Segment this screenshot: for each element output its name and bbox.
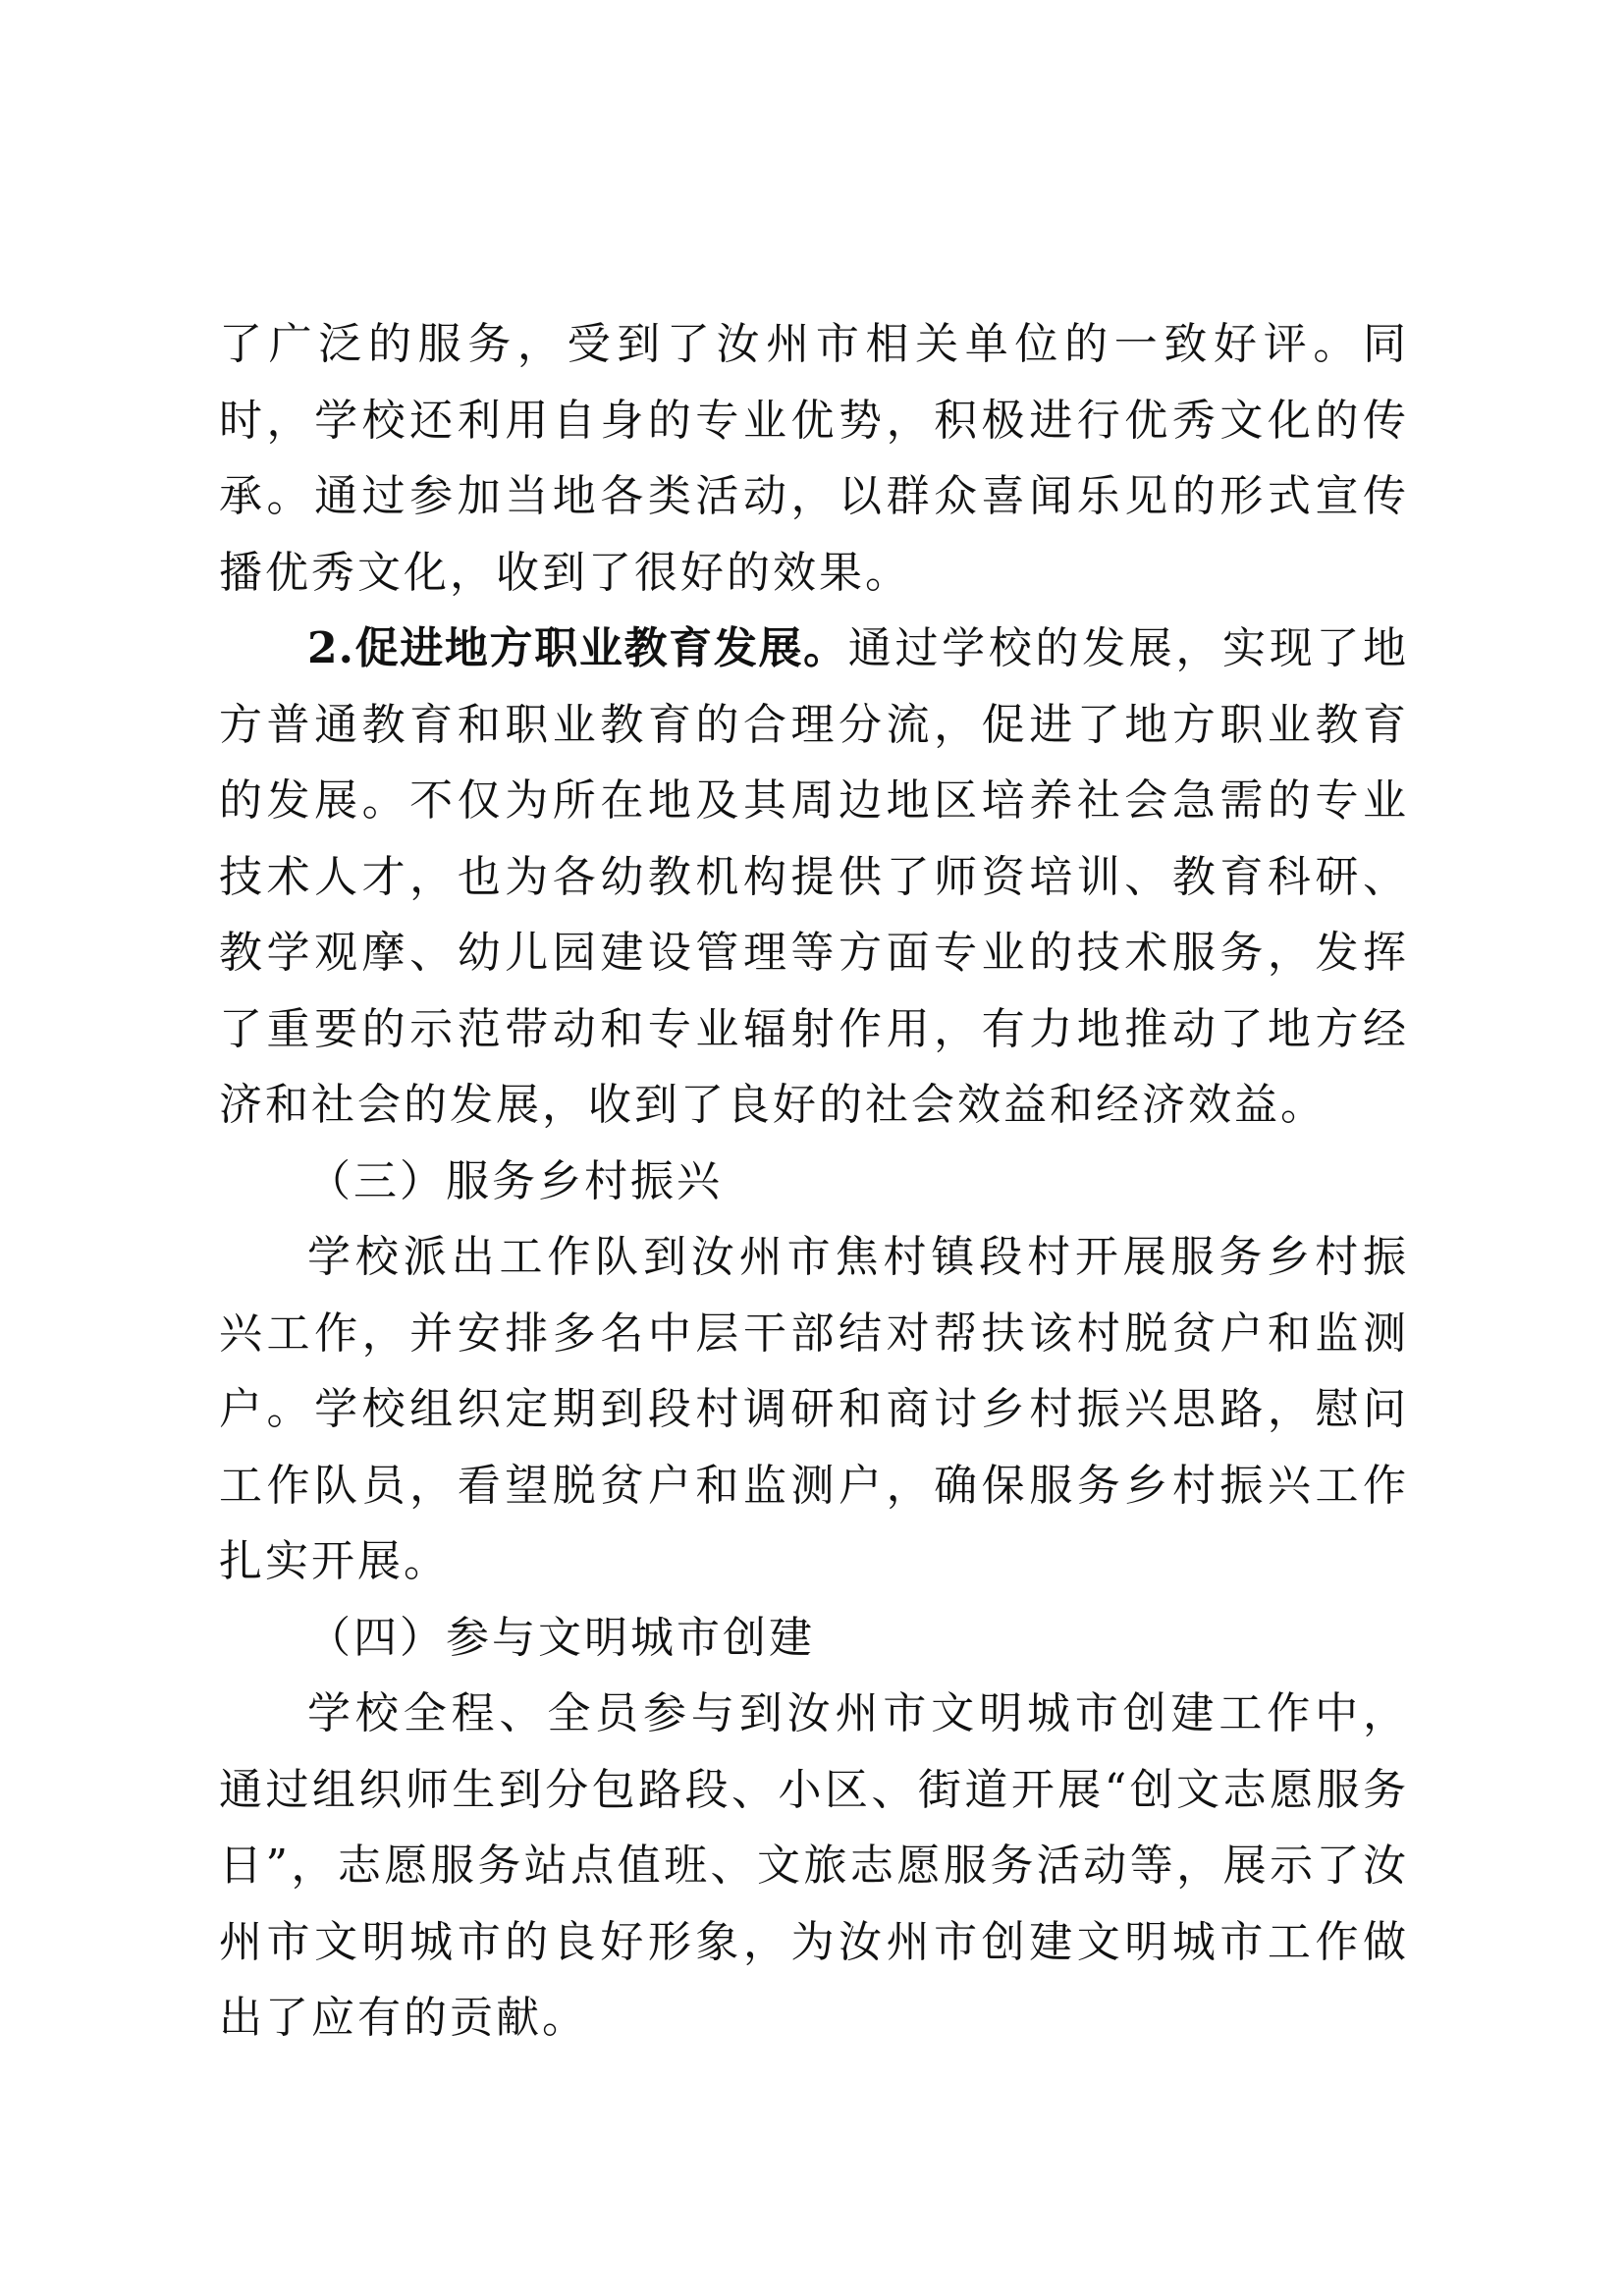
section-heading-rural-revitalization: （三）服务乡村振兴 [307, 1155, 723, 1206]
page-content [219, 306, 1409, 2056]
paragraph-lead-title: 2.促进地方职业教育发展。 [307, 623, 848, 673]
paragraph-civilized-city: 学校全程、全员参与到汝州市文明城市创建工作中，通过组织师生到分包路段、小区、街道开展“创文志愿服务日”，志愿服务站点值班、文旅志愿服务活动等，展示了汝州市文明城市的良好形象，为汝州市创建文明城市工作做出了应有的贡献。 [219, 1688, 1409, 2043]
paragraph-vocational-education [219, 611, 1409, 1144]
paragraph-body: 通过学校的发展，实现了地方普通教育和职业教育的合理分流，促进了地方职业教育的发展。不仅为所在地及其周边地区培养社会急需的专业技术人才，也为各幼教机构提供了师资培训、教育科研、教学观摩、幼儿园建设管理等方面专业的技术服务，发挥了重要的示范带动和专业辐射作用，有力地推动了地方经济和社会的发展，收到了良好的社会效益和经济效益。 [219, 623, 1409, 1130]
paragraph-rural-revitalization: 学校派出工作队到汝州市焦村镇段村开展服务乡村振兴工作，并安排多名中层干部结对帮扶该村脱贫户和监测户。学校组织定期到段村调研和商讨乡村振兴思路，慰问工作队员，看望脱贫户和监测户，确保服务乡村振兴工作扎实开展。 [219, 1232, 1409, 1586]
paragraph-cultural-services: 了广泛的服务，受到了汝州市相关单位的一致好评。同时，学校还利用自身的专业优势，积极进行优秀文化的传承。通过参加当地各类活动，以群众喜闻乐见的形式宣传播优秀文化，收到了很好的效果。 [219, 319, 1409, 598]
section-heading-civilized-city: （四）参与文明城市创建 [307, 1612, 815, 1663]
